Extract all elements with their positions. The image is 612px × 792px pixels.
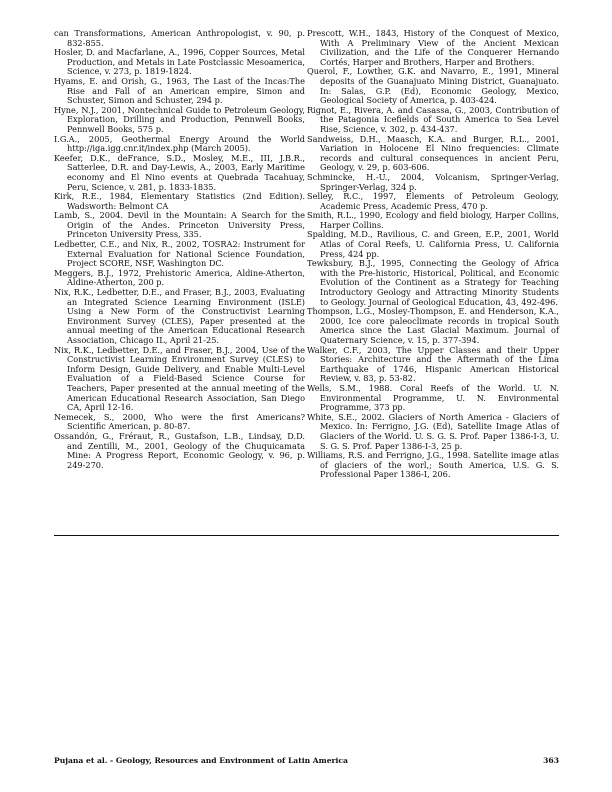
reference-entry: Thompson, L.G., Mosley-Thompson, E. and Henderson, K.A., 2000, Ice core paleoclimate records in tropical South America since the Last Glacial Maximum. Journal of Quaternary Science, v. 15, p. 377-394. — [307, 306, 559, 345]
reference-entry: Meggers, B.J., 1972, Prehistoric America, Aldine-Atherton, Aldine-Atherton, 200 p. — [54, 267, 305, 288]
reference-entry: White, S.E., 2002. Glaciers of North America - Glaciers of Mexico. In: Ferrigno, J.G. (Ed), Satellite Image Atlas of Glaciers of the World. U. S. G. S. Prof. Paper 1386-I-3, U. S. G. S. Prof. Paper 1386-I-3, 25 p. — [307, 411, 559, 451]
reference-entry: Schmincke, H.-U., 2004, Volcanism, Springer-Verlag, Springer-Verlag, 324 p. — [307, 171, 559, 192]
reference-entry: Wells, S.M., 1988. Coral Reefs of the World. U. N. Environmental Programme, U. N. Environmental Programme, 373 pp. — [307, 382, 559, 413]
reference-entry: Querol, F., Lowther, G.K. and Navarro, E., 1991, Mineral deposits of the Guanajuato Mining District, Guanajuato. In: Salas, G.P. (Ed), Economic Geology, Mexico, Geological Society of America, p. 403-424. — [307, 66, 559, 106]
page-footer — [54, 756, 559, 765]
reference-entry: Selley, R.C., 1997, Elements of Petroleum Geology, Academic Press, Academic Press, 470 p. — [307, 191, 559, 211]
reference-entry: Tewksbury, B.J., 1995, Connecting the Geology of Africa with the Pre-historic, Historical, Political, and Economic Evolution of the Continent as a Strategy for Teaching Introductory Geology and Attracting Minority Students to Geology. Journal of Geological Education, 43, 492-496. — [307, 258, 559, 307]
reference-entry: Smith, R.L., 1990, Ecology and field biology, Harper Collins, Harper Collins. — [307, 210, 559, 230]
page-number: 363 — [543, 756, 559, 765]
reference-entry: Nemecek, S., 2000, Who were the first Americans? Scientific American, p. 80-87. — [54, 411, 305, 432]
reference-entry: Nix, R.K., Ledbetter, D.E., and Fraser, B.J., 2004, Use of the Constructivist Learning Environment Survey (CLES) to Inform Design, Guide Delivery, and Enable Multi-Level Evaluation of a Field-Based Science Course for Teachers, Paper presented at the annual meeting of the American Educational Research Association, San Diego CA, April 12-16. — [54, 344, 305, 413]
reference-entry: Spalding, M.D., Ravilious, C. and Green, E.P., 2001, World Atlas of Coral Reefs, U. California Press, U. California Press, 424 pp. — [307, 229, 559, 259]
reference-entry: Ledbetter, C.E., and Nix, R., 2002, TOSRA2: Instrument for External Evaluation for National Science Foundation, Project SCORE, NSF, Washington DC. — [54, 239, 305, 269]
reference-entry: Keefer, D.K., deFrance, S.D., Mosley, M.E., III, J.B.R., Satterlee, D.R. and Day-Lewis, A., 2003, Early Maritime economy and El Nino events at Quebrada Tacahuay, Peru, Science, v. 281, p. 1833-1835. — [54, 152, 305, 192]
reference-entry: Kirk, R.E., 1984, Elementary Statistics (2nd Edition). Wadsworth: Belmont CA — [54, 191, 305, 211]
reference-entry: Prescott, W.H., 1843, History of the Conquest of Mexico, With A Preliminary View of the Ancient Mexican Civilization, and the Life of the Conquerer Hernando Cortés, Harper and Brothers, Harper and Brothers. — [307, 28, 559, 67]
reference-entry: Hosler, D. and Macfarlane, A., 1996, Copper Sources, Metal Production, and Metals in Late Postclassic Mesoamerica, Science, v. 273, p. 1819-1824. — [54, 47, 305, 77]
running-title: Pujana et al. - Geology, Resources and Environment of Latin America — [54, 756, 348, 765]
reference-entry: Hyams, E. and Orish, G., 1963, The Last of the Incas:The Rise and Fall of an American empire, Simon and Schuster, Simon and Schuster, 294 p. — [54, 75, 305, 106]
reference-entry: Sandweiss, D.H., Maasch, K.A. and Burger, R.L., 2001, Variation in Holocene El Nino frequencies: Climate records and cultural consequences in ancient Peru, Geology, v. 29, p. 603-606. — [307, 133, 559, 173]
references-left-column — [54, 29, 305, 470]
reference-entry: can Transformations, American Anthropologist, v. 90, p. 832-855. — [54, 28, 305, 48]
reference-entry: I.G.A., 2005, Geothermal Energy Around the World http://iga.igg.cnr.it/index.php (March 2005). — [54, 133, 305, 154]
reference-entry: Rignot, E., Rivera, A. and Casassa, G., 2003, Contribution of the Patagonia Icefields of South America to Sea Level Rise, Science, v. 302, p. 434-437. — [307, 104, 559, 134]
reference-entry: Williams, R.S. and Ferrigno, J.G., 1998. Satellite image atlas of glaciers of the worl,; South America, U.S. G. S. Professional Paper 1386-I, 206. — [307, 450, 559, 480]
reference-entry: Walker, C.F., 2003, The Upper Classes and their Upper Stories: Architecture and the Aftermath of the Lima Earthquake of 1746, Hispanic American Historical Review, v. 83, p. 53-82. — [307, 344, 559, 384]
reference-entry: Lamb, S., 2004. Devil in the Mountain: A Search for the Origin of the Andes. Princeton University Press, Princeton University Press, 335. — [54, 210, 305, 240]
reference-entry: Hyne, N.J., 2001, Nontechnical Guide to Petroleum Geology, Exploration, Drilling and Production, Pennwell Books, Pennwell Books, 575 p. — [54, 104, 305, 134]
references-right-column — [307, 29, 559, 480]
reference-entry: Nix, R.K., Ledbetter, D.E., and Fraser, B.J., 2003, Evaluating an Integrated Science Learning Environment (ISLE) Using a New Form of the Constructivist Learning Environment Survey (CLES), Paper presented at the annual meeting of the American Educational Research Association, Chicago IL, April 21-25. — [54, 287, 305, 345]
reference-entry: Ossandón, G., Fréraut, R., Gustafson, L.B., Lindsay, D.D. and Zentilli, M., 2001, Geology of the Chuquicamata Mine: A Progress Report, Economic Geology, v. 96, p. 249-270. — [54, 430, 305, 470]
section-divider — [54, 535, 559, 536]
